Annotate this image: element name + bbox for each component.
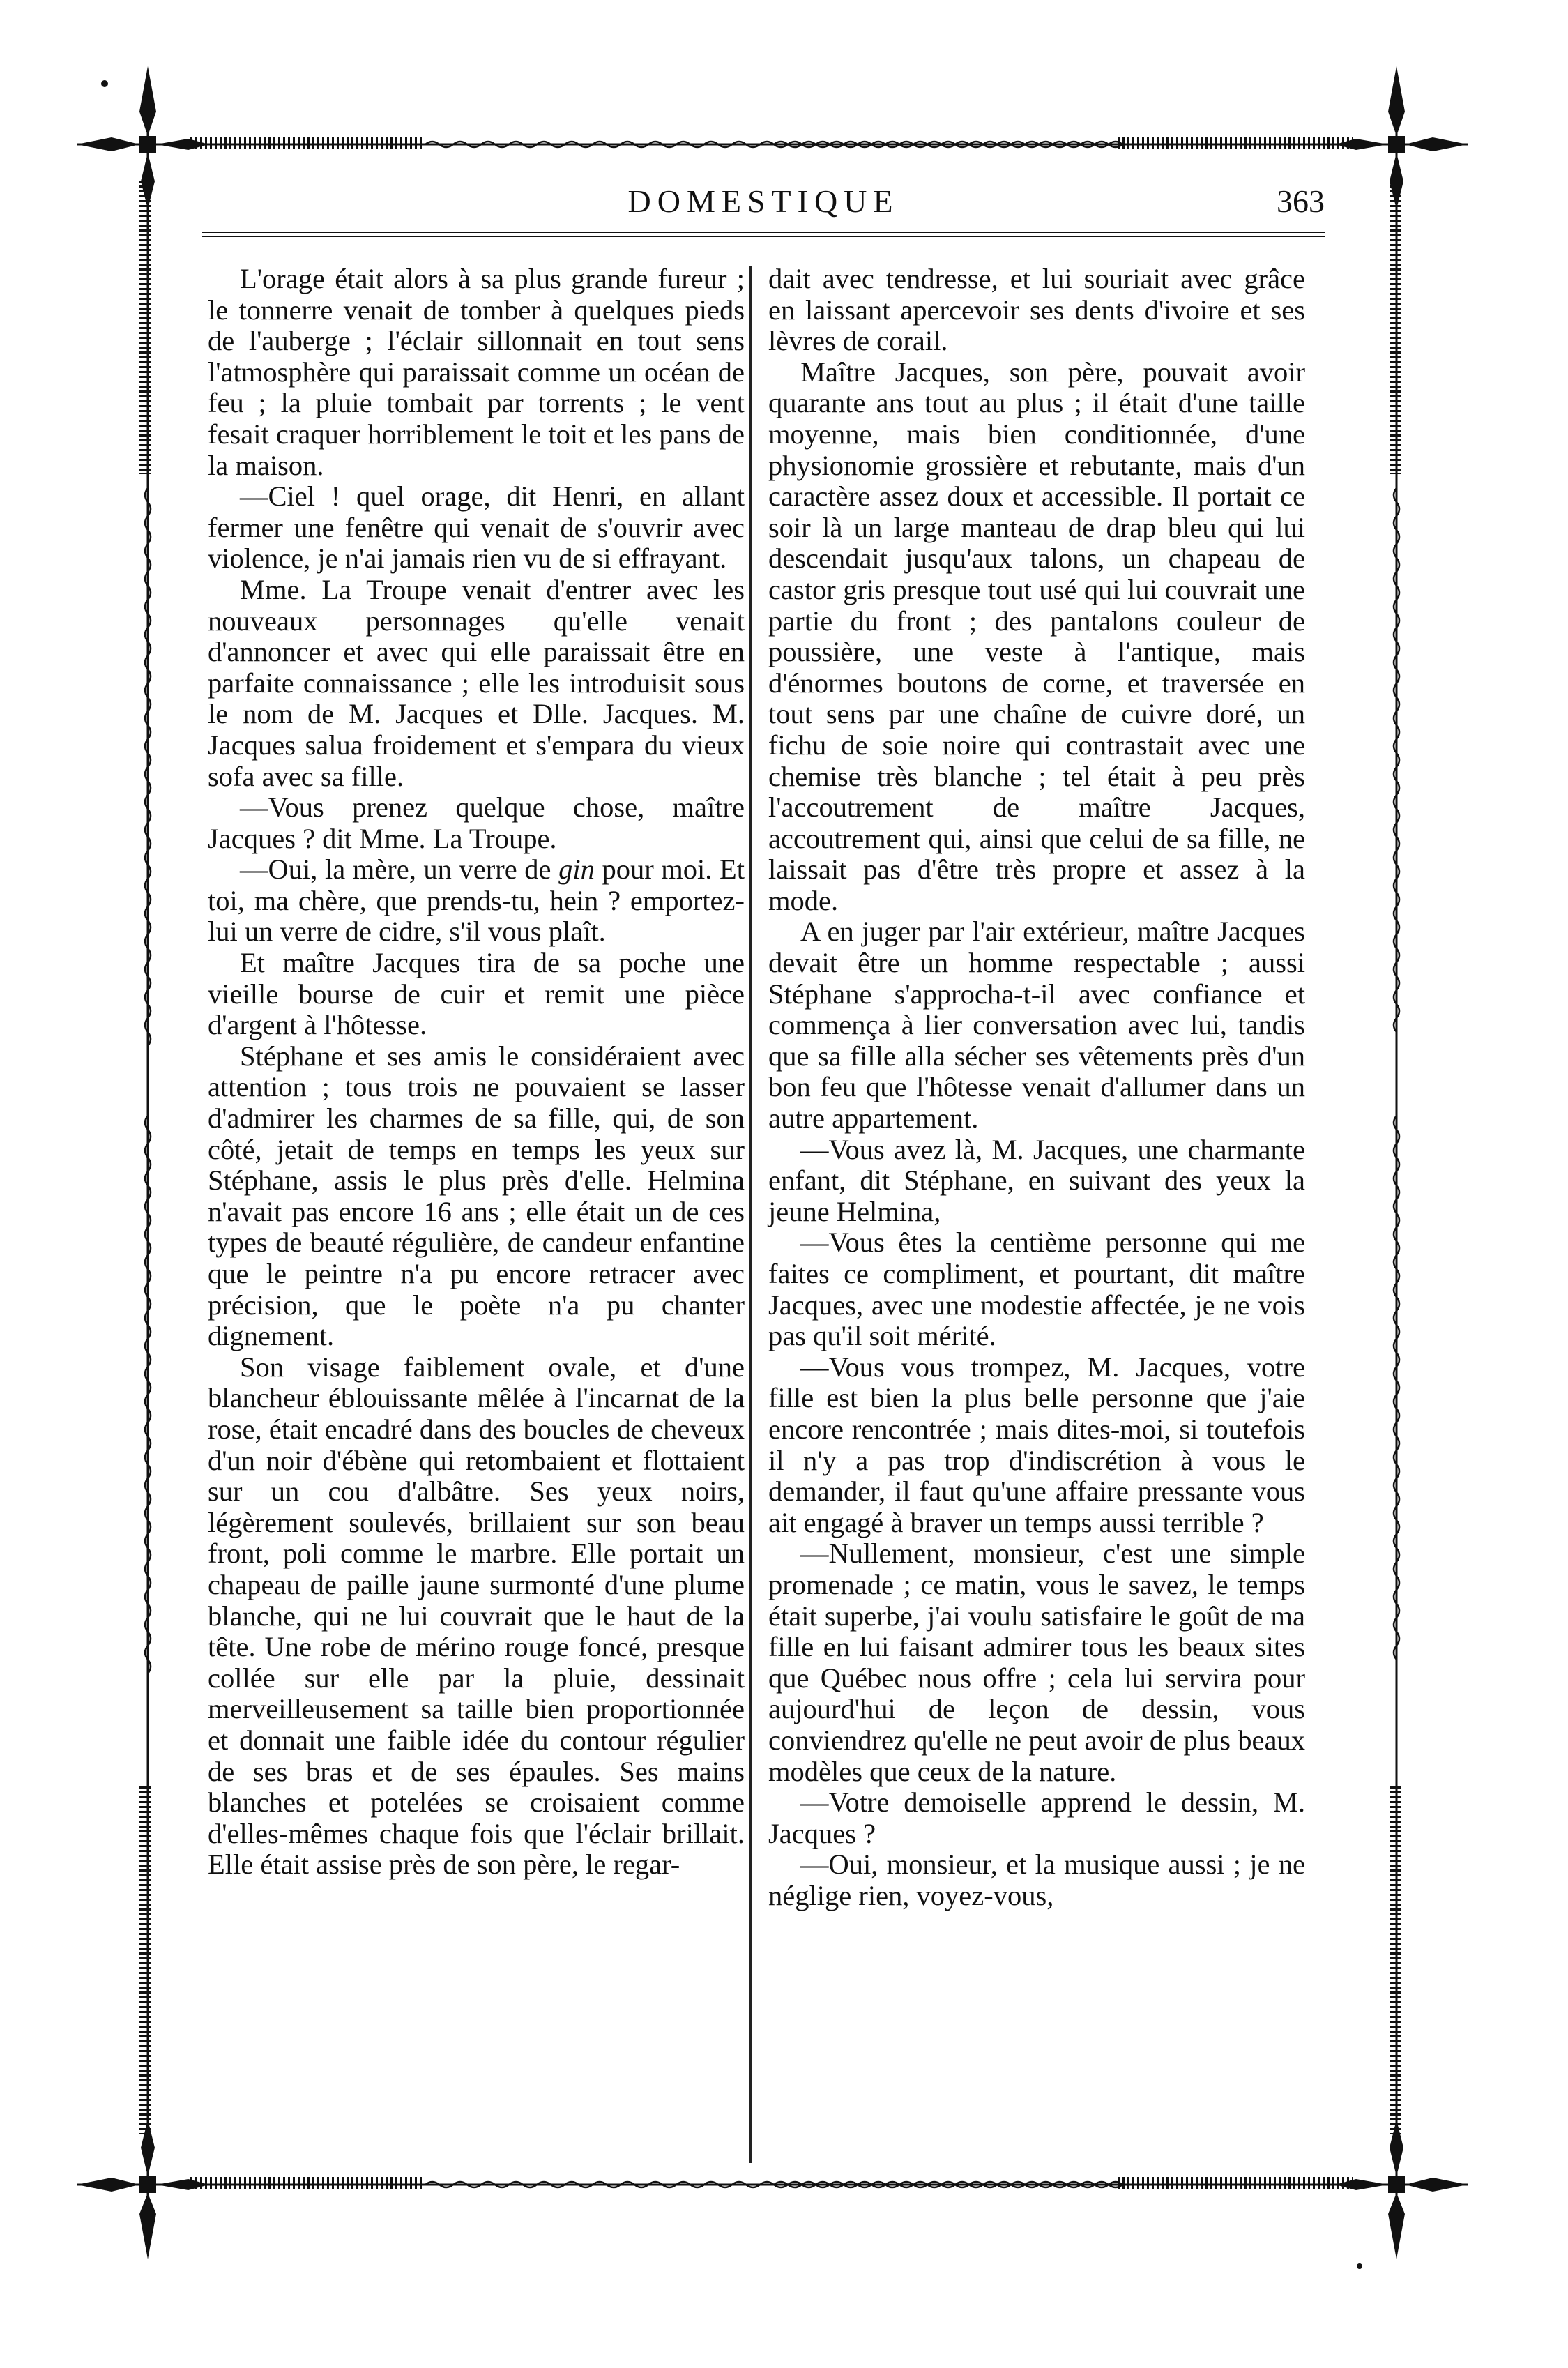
gin-before: —Oui, la mère, un verre de	[240, 853, 559, 886]
paragraph: Son visage faiblement ovale, et d'une blancheur éblouissante mêlée à l'incarnat de la rose, était encadré dans des boucles de cheveux d'un noir d'ébène qui retombaient et flottaient sur un cou d'albâtre. Ses yeux noirs, légèrement soulevés, brillaient sur son beau front, poli comme le marbre. Elle portait un chapeau de paille jaune surmonté d'une plume blanche, qui ne lui couvrait que le haut de la tête. Une robe de mérino rouge foncé, presque collée sur elle par la pluie, dessinait merveilleusement sa taille bien proportionnée et donnait une faible idée du contour régulier de ses bras et de ses épaules. Ses mains blanches et potelées se croisaient comme d'elles-mêmes chaque fois que l'éclair brillait. Elle était assise près de son père, le regar-	[208, 1351, 745, 1881]
right-column	[768, 264, 1305, 1911]
paragraph: —Votre demoiselle apprend le dessin, M. Jacques ?	[768, 1786, 1305, 1849]
paragraph: —Vous êtes la centième personne qui me faites ce compliment, et pourtant, dit maître Jacques, avec une modestie affectée, je ne vois pas qu'il soit mérité.	[768, 1227, 1305, 1352]
paragraph: Maître Jacques, son père, pouvait avoir quarante ans tout au plus ; il était d'une taille moyenne, mais bien conditionnée, d'une physionomie grossière et rebutante, mais d'un caractère assez doux et accessible. Il portait ce soir là un large manteau de drap bleu qui lui descendait jusqu'aux talons, un chapeau de castor gris presque tout usé qui lui couvrait une partie du front ; des pantalons couleur de poussière, une veste à l'antique, mais d'énormes boutons de corne, et traversée en tout sens par une chaîne de cuivre doré, un fichu de soie noire qui contrastait avec une chemise très blanche ; tel était à peu près l'accoutrement de maître Jacques, accoutrement qui, ainsi que celui de sa fille, ne laissait pas d'être très propre et assez à la mode.	[768, 356, 1305, 916]
paragraph: L'orage était alors à sa plus grande fureur ; le tonnerre venait de tomber à quelques pieds de l'auberge ; l'éclair sillonnait en tout sens l'atmosphère qui paraissait comme un océan de feu ; la pluie tombait par torrents ; le vent fesait craquer horriblement le toit et les pans de la maison.	[208, 263, 745, 481]
paragraph: —Ciel ! quel orage, dit Henri, en allant fermer une fenêtre qui venait de s'ouvrir avec violence, je n'ai jamais rien vu de si effrayant.	[208, 480, 745, 575]
bottom-border-band	[77, 2177, 1468, 2189]
header-rule	[202, 230, 1325, 238]
paragraph: Et maître Jacques tira de sa poche une vieille bourse de cuir et remit une pièce d'argent à l'hôtesse.	[208, 947, 745, 1041]
gin-italic: gin	[558, 853, 595, 886]
corner-ornament-top-right	[1335, 66, 1468, 209]
left-column	[208, 264, 745, 1881]
left-border-band	[139, 84, 151, 2252]
page-number: 363	[1277, 183, 1325, 219]
paragraph: —Oui, monsieur, et la musique aussi ; je ne néglige rien, voyez-vous,	[768, 1849, 1305, 1911]
top-border-band	[77, 137, 1468, 149]
paragraph: —Nullement, monsieur, c'est une simple promenade ; ce matin, vous le savez, le temps était superbe, j'ai voulu satisfaire le goût de ma fille en lui faisant admirer tous les beaux sites que Québec nous offre ; cela lui servira pour aujourd'hui de leçon de dessin, vous conviendrez qu'elle ne peut avoir de plus beaux modèles que ceux de la nature.	[768, 1538, 1305, 1787]
running-header	[202, 183, 1325, 225]
corner-ornament-bottom-right	[1335, 2120, 1468, 2269]
paragraph-gin	[208, 854, 745, 948]
running-title: DOMESTIQUE	[627, 183, 899, 219]
paragraph: Stéphane et ses amis le considéraient avec attention ; tous trois ne pouvaient se lasser d'admirer les charmes de sa fille, qui, de son côté, jetait de temps en temps les yeux sur Stéphane, assis le plus près d'elle. Helmina n'avait pas encore 16 ans ; elle était un de ces types de beauté régulière, de candeur enfantine que le peintre n'a pu encore retracer avec précision, que le poète n'a pu chanter dignement.	[208, 1040, 745, 1352]
paragraph: A en juger par l'air extérieur, maître Jacques devait être un homme respectable ; aussi Stéphane s'approcha-t-il avec confiance et commença à lier conversation avec lui, tandis que sa fille alla sécher ses vêtements près d'un bon feu que l'hôtesse venait d'allumer dans un autre appartement.	[768, 916, 1305, 1134]
paragraph: —Vous prenez quelque chose, maître Jacques ? dit Mme. La Troupe.	[208, 791, 745, 854]
gin-after: pour moi. Et toi, ma chère, que prends-tu, hein ? emportez-lui un verre de cidre, s'il vous plaît.	[208, 853, 745, 948]
column-divider	[749, 266, 752, 2163]
paragraph: —Vous vous trompez, M. Jacques, votre fille est bien la plus belle personne que j'aie encore rencontrée ; mais dites-moi, si toutefois il n'y a pas trop d'indiscrétion à vous le demander, il faut qu'une affaire pressante vous ait engagé à braver un temps aussi terrible ?	[768, 1351, 1305, 1538]
corner-ornament-bottom-left	[77, 2120, 209, 2259]
paragraph-continued: dait avec tendresse, et lui souriait avec grâce en laissant apercevoir ses dents d'ivoire et ses lèvres de corail.	[768, 263, 1305, 357]
right-border-band	[1390, 84, 1401, 2252]
paragraph: Mme. La Troupe venait d'entrer avec les nouveaux personnages qu'elle venait d'annoncer et avec qui elle paraissait être en parfaite connaissance ; elle les introduisit sous le nom de M. Jacques et Dlle. Jacques. M. Jacques salua froidement et s'empara du vieux sofa avec sa fille.	[208, 573, 745, 792]
paragraph: —Vous avez là, M. Jacques, une charmante enfant, dit Stéphane, en suivant des yeux la jeune Helmina,	[768, 1133, 1305, 1227]
